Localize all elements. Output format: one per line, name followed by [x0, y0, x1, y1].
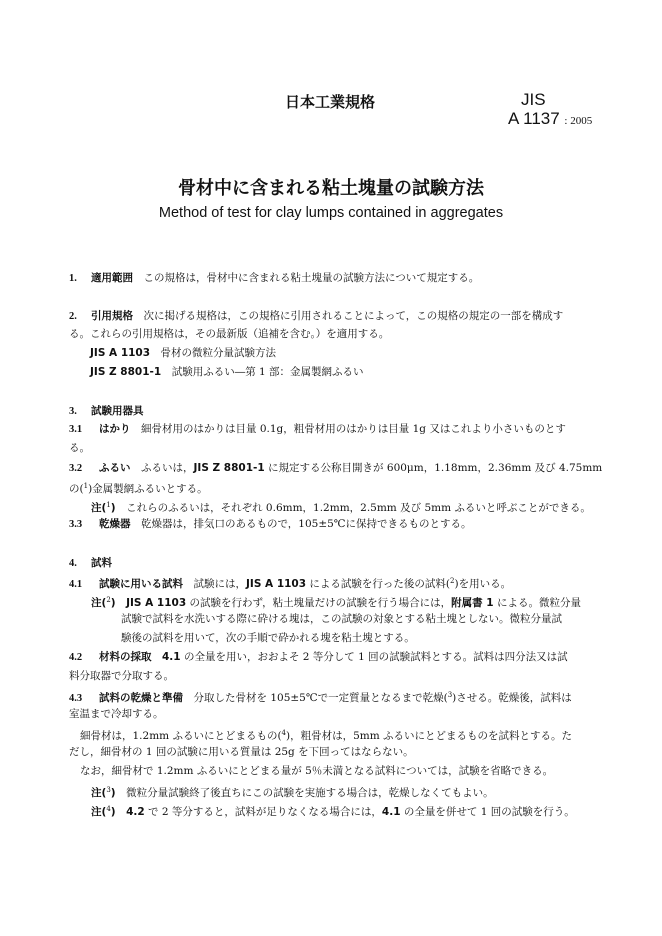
footnote-ref: 1 [83, 482, 89, 490]
note-text: による。微粒分量 [496, 597, 581, 609]
footnote-ref: 3 [447, 691, 453, 699]
clause-number: 4.2 [69, 652, 83, 663]
clause-number: 3.3 [69, 519, 83, 530]
standard-type-label: 日本工業規格 [285, 93, 376, 111]
clause-heading: 材料の採取 [99, 651, 152, 663]
clause-text: )を用いる。 [454, 578, 512, 590]
clause-ref: 4.1 [162, 651, 181, 663]
section-1 [69, 271, 479, 286]
text: )金属製網ふるいとする。 [88, 483, 208, 495]
note-1 [91, 498, 591, 515]
note-text: で 2 等分すると，試料が足りなくなる場合には， [148, 806, 382, 818]
section-heading: 試験用器具 [91, 405, 144, 417]
clause-text: ふるいは， [141, 462, 194, 474]
clause-4-2-cont: 料分取器で分取する。 [69, 670, 174, 682]
note-label: 注( [91, 806, 107, 818]
note-label: 注( [91, 597, 107, 609]
clause-number: 3.2 [69, 463, 83, 474]
clause-4-2 [69, 650, 568, 665]
clause-ref: 4.2 [126, 806, 145, 818]
note-text: の試験を行わず，粘土塊量だけの試験を行う場合には， [189, 597, 452, 609]
clause-number: 4.1 [69, 579, 83, 590]
text: の( [69, 483, 84, 495]
clause-heading: はかり [99, 423, 131, 435]
clause-3-2 [69, 461, 602, 476]
document-title-en: Method of test for clay lumps contained in aggregates [158, 205, 504, 221]
clause-text: の全量を用い，おおよそ 2 等分して 1 回の試験試料とする。試料は四分法又は試 [183, 651, 568, 663]
section-text: 次に掲げる規格は，この規格に引用されることによって，この規格の規定の一部を構成す [143, 310, 564, 322]
note-text: の全量を併せて 1 回の試験を行う。 [403, 806, 575, 818]
section-number: 4. [69, 558, 77, 569]
normative-ref-2 [90, 365, 364, 379]
ref-title: 試験用ふるい―第 1 部：金属製網ふるい [171, 366, 364, 378]
section-text: この規格は，骨材中に含まれる粘土塊量の試験方法について規定する。 [143, 272, 480, 284]
section-heading: 引用規格 [91, 310, 133, 322]
text: )，粗骨材は，5mm ふるいにとどまるものを試料とする。た [286, 730, 573, 742]
note-text: 微粒分量試験終了後直ちにこの試験を実施する場合は，乾燥しなくてもよい。 [126, 787, 494, 799]
footnote-ref: 2 [106, 596, 111, 604]
note-3 [91, 783, 494, 800]
ref-code: JIS Z 8801-1 [193, 462, 265, 474]
clause-3-2-cont [69, 479, 208, 496]
standard-code: JIS [521, 90, 546, 109]
footnote-ref: 3 [106, 786, 111, 794]
text: 細骨材は，1.2mm ふるいにとどまるもの( [80, 730, 282, 742]
clause-text: による試験を行った後の試料( [309, 578, 450, 590]
note-2-line2: 試験で試料を水洗いする際に砕ける塊は，この試験の対象とする粘土塊としない。微粒分量試 [121, 613, 562, 625]
note-label-close: ) [110, 787, 116, 799]
clause-text: 試験には， [193, 578, 246, 590]
clause-heading: 乾燥器 [99, 518, 131, 530]
clause-4-3 [69, 688, 572, 706]
clause-text: 乾燥器は，排気口のあるもので，105±5℃に保持できるものとする。 [141, 518, 472, 530]
clause-text: に規定する公称目開きが 600μm，1.18mm，2.36mm 及び 4.75mm [268, 462, 603, 474]
clause-3-1-cont: る。 [69, 442, 90, 454]
note-2-line3: 験後の試料を用いて，次の手順で砕かれる塊を粘土塊とする。 [121, 632, 415, 644]
ref-code: JIS A 1103 [246, 578, 307, 590]
clause-heading: 試料の乾燥と準備 [99, 692, 183, 704]
clause-ref: 4.1 [381, 806, 401, 818]
ref-code: JIS A 1103 [126, 597, 187, 609]
footnote-ref: 1 [106, 501, 111, 509]
section-number: 1. [69, 273, 77, 284]
clause-text: 細骨材用のはかりは目量 0.1g，粗骨材用のはかりは目量 1g 又はこれより小さいものとす [141, 423, 566, 435]
clause-heading: 試験に用いる試料 [99, 578, 183, 590]
note-4 [91, 802, 575, 819]
clause-3-1 [69, 422, 566, 437]
ref-code: JIS A 1103 [90, 347, 151, 359]
section-heading: 適用範囲 [91, 272, 133, 284]
clause-heading: ふるい [99, 462, 131, 474]
clause-4-1 [69, 574, 511, 592]
document-title-ja: 骨材中に含まれる粘土塊量の試験方法 [178, 178, 484, 199]
normative-ref-1 [90, 346, 276, 360]
paragraph-1 [80, 726, 572, 743]
section-2-line1 [69, 309, 563, 324]
standard-year: : 2005 [564, 115, 593, 127]
clause-number: 3.1 [69, 424, 83, 435]
standard-number-value: A 1137 [508, 109, 560, 128]
note-label-close: ) [110, 597, 116, 609]
note-2 [91, 593, 581, 610]
annex-ref: 附属書 1 [451, 597, 494, 609]
clause-text: 分取した骨材を 105±5℃で一定質量となるまで乾燥( [193, 692, 448, 704]
section-heading: 試料 [91, 557, 112, 569]
note-label-close: ) [110, 806, 116, 818]
ref-title: 骨材の微粒分量試験方法 [160, 347, 277, 359]
note-text: これらのふるいは，それぞれ 0.6mm，1.2mm，2.5mm 及び 5mm ふるいと呼ぶことができる。 [126, 502, 591, 514]
note-label: 注( [91, 787, 107, 799]
section-3-heading [69, 404, 144, 419]
ref-code: JIS Z 8801-1 [90, 366, 162, 378]
section-number: 2. [69, 311, 77, 322]
paragraph-2: なお，細骨材で 1.2mm ふるいにとどまる量が 5％未満となる試料については，試験を省略できる。 [80, 765, 554, 777]
clause-number: 4.3 [69, 693, 83, 704]
section-number: 3. [69, 406, 77, 417]
clause-3-3 [69, 517, 472, 532]
section-4-heading [69, 556, 112, 571]
footnote-ref: 2 [450, 577, 455, 585]
standard-number [508, 109, 592, 129]
footnote-ref: 4 [106, 805, 111, 813]
clause-4-3-cont: 室温まで冷却する。 [69, 708, 164, 720]
note-label-close: ) [110, 502, 116, 514]
clause-text: )させる。乾燥後，試料は [452, 692, 572, 704]
footnote-ref: 4 [281, 729, 287, 737]
note-label: 注( [91, 502, 107, 514]
section-2-line2: る。これらの引用規格は，その最新版（追補を含む。）を適用する。 [69, 328, 390, 340]
paragraph-1-cont: だし，細骨材の 1 回の試験に用いる質量は 25g を下回ってはならない。 [69, 746, 414, 758]
